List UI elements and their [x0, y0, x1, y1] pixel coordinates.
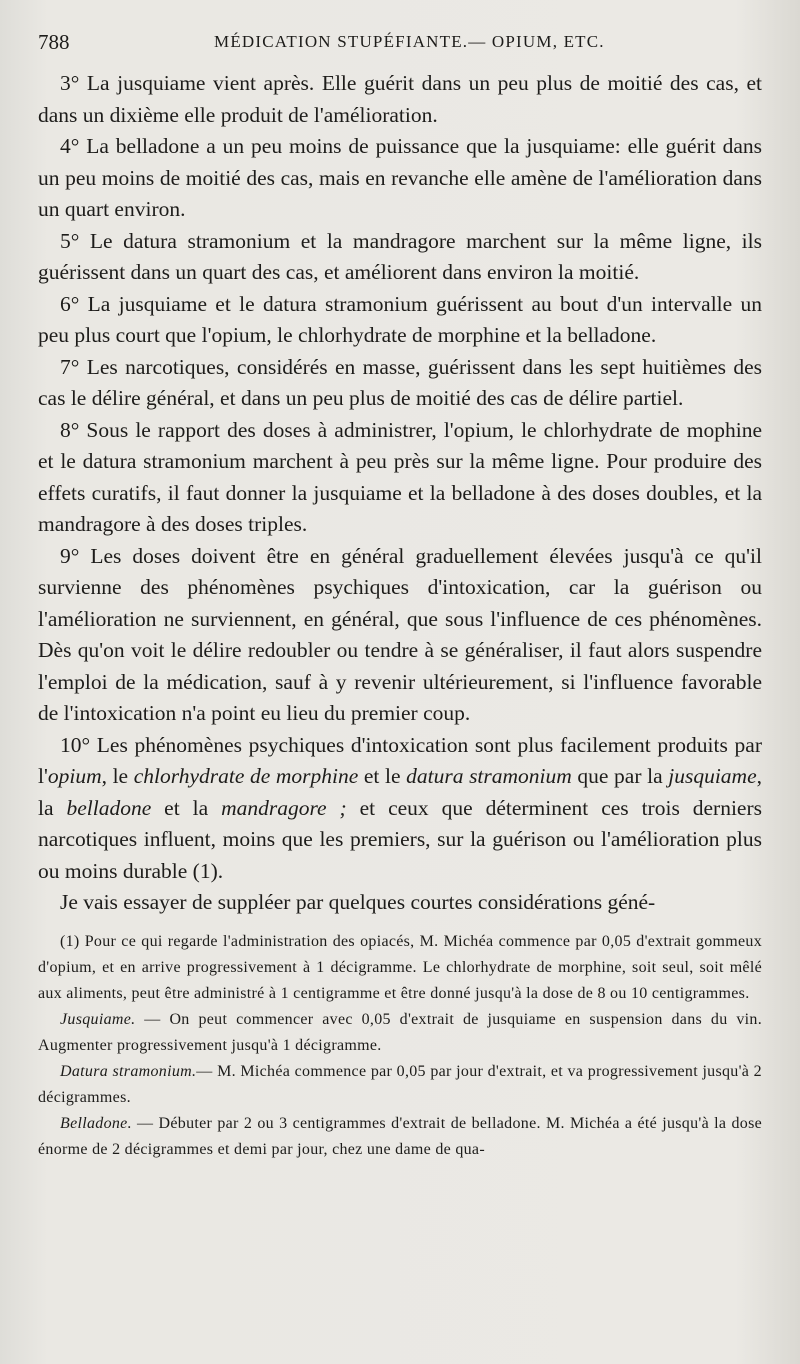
- paragraph-3: 3° La jusquiame vient après. Elle guérit dans un peu plus de moitié des cas, et dans un dixième elle produit de l'amélioration.: [38, 71, 762, 127]
- paragraph-6: 6° La jusquiame et le datura stramonium guérissent au bout d'un intervalle un peu plus court que l'opium, le chlorhydrate de morphine et la belladone.: [38, 291, 762, 347]
- footnotes: [38, 929, 762, 1163]
- paragraph-7: 7° Les narcotiques, considérés en masse, guérissent dans les sept huitièmes des cas le délire général, et dans un peu plus de moitié des cas de délire partiel.: [38, 354, 762, 410]
- running-header: [38, 30, 762, 62]
- page-number: 788: [38, 30, 70, 54]
- paragraph-9: 9° Les doses doivent être en général graduellement élevées jusqu'à ce qu'il survienne des phénomènes psychiques d'intoxication, car la guérison ou l'amélioration ne surviennent, en général, que sous l'influence de ces phénomènes. Dès qu'on voit le délire redoubler ou tendre à se généraliser, il faut alors suspendre l'emploi de la médication, sauf à y revenir ultérieurement, si l'influence favorable de l'intoxication n'a point eu lieu du premier coup.: [38, 543, 762, 725]
- paragraph-4: 4° La belladone a un peu moins de puissance que la jusquiame: elle guérit dans un peu moins de moitié des cas, mais en revanche elle amène de l'amélioration dans un quart environ.: [38, 134, 762, 221]
- paragraph-5: 5° Le datura stramonium et la mandragore marchent sur la même ligne, ils guérissent dans un quart des cas, et améliorent dans environ la moitié.: [38, 228, 762, 284]
- paragraph-10: 10° Les phénomènes psychiques d'intoxication sont plus facilement produits par l'opium, le chlorhydrate de morphine et le datura stramonium que par la jusquiame, la belladone et la mandragore ; et ceux que déterminent ces trois derniers narcotiques influent, moins que les premiers, sur la guérison ou l'amélioration plus ou moins durable (1).: [38, 732, 762, 883]
- footnote-jusquiame: Jusquiame. — On peut commencer avec 0,05 d'extrait de jusquiame en suspension dans du vin. Augmenter progressivement jusqu'à 1 décigramme.: [38, 1010, 762, 1054]
- running-title: MÉDICATION STUPÉFIANTE.— OPIUM, ETC.: [214, 32, 605, 51]
- closing-paragraph: Je vais essayer de suppléer par quelques courtes considérations géné-: [60, 890, 656, 914]
- footnote-label: Datura stramonium.: [60, 1062, 197, 1080]
- footnote-1: (1) Pour ce qui regarde l'administration des opiacés, M. Michéa commence par 0,05 d'extrait gommeux d'opium, et en arrive progressivement à 1 décigramme. Le chlorhydrate de morphine, soit seul, soit mêlé aux aliments, peut être administré à 1 centigramme et être donné jusqu'à la dose de 8 ou 10 centigrammes.: [38, 932, 762, 1002]
- paragraph-8: 8° Sous le rapport des doses à administrer, l'opium, le chlorhydrate de mophine et le datura stramonium marchent à peu près sur la même ligne. Pour produire des effets curatifs, il faut donner la jusquiame et la belladone à des doses doubles, et la mandragore à des doses triples.: [38, 417, 762, 536]
- main-text: [38, 68, 762, 919]
- footnote-label: Belladone.: [60, 1114, 132, 1132]
- footnote-belladone: Belladone. — Débuter par 2 ou 3 centigrammes d'extrait de belladone. M. Michéa a été jusqu'à la dose énorme de 2 décigrammes et demi par jour, chez une dame de qua-: [38, 1114, 762, 1158]
- footnote-label: Jusquiame.: [60, 1010, 136, 1028]
- footnote-datura: Datura stramonium.— M. Michéa commence par 0,05 par jour d'extrait, et va progressivement jusqu'à 2 décigrammes.: [38, 1062, 762, 1106]
